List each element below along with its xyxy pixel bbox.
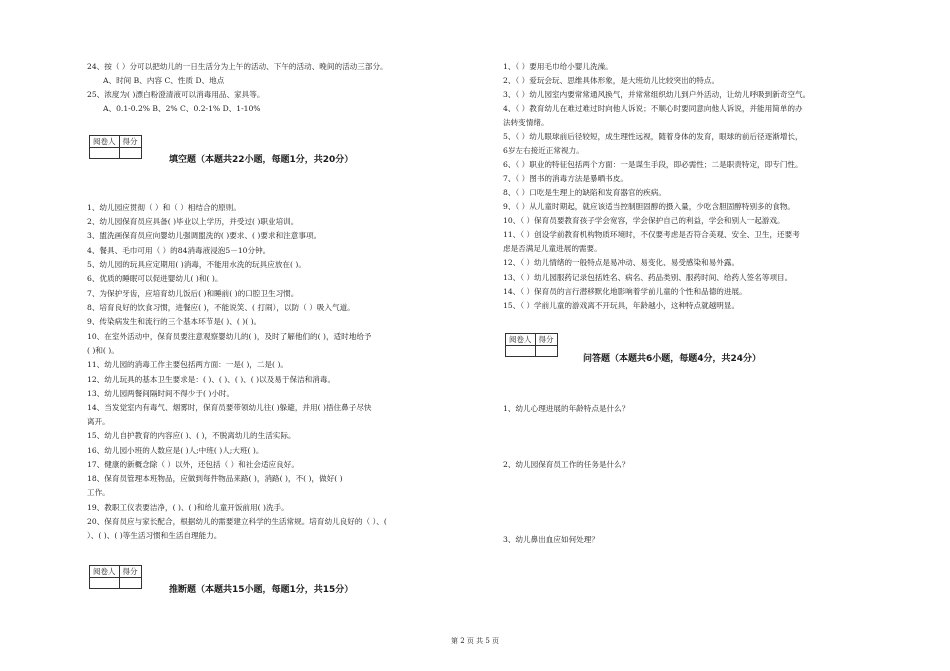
fill-item: 10、在室外活动中，保育员要注意观察婴幼儿的( )，及时了解他们的( )，适时地给予: [87, 332, 372, 341]
qa-item: 3、幼儿鼻出血应如何处理？: [503, 535, 599, 544]
qa-section-title: 问答题（本题共6小题，每题4分，共24分）: [583, 354, 762, 364]
fill-item: 17、健康的新概念除（ ）以外，还包括（ ）和社会适应良好。: [87, 460, 299, 469]
fill-item: 15、幼儿自护教育的内容应( )、( )，不脱离幼儿的生活实际。: [87, 431, 296, 440]
page-footer: 第 2 页 共 5 页: [450, 637, 500, 645]
fill-item: 1、幼儿园应贯彻（ ）和（ ）相结合的原则。: [87, 203, 241, 212]
score-box-score-cell[interactable]: [119, 148, 141, 159]
judge-item: 1、（ ）要用毛巾给小婴儿洗澡。: [503, 62, 613, 71]
judge-item: 15、（ ）学前儿童的游戏离不开玩具，年龄越小，这种特点就越明显。: [503, 301, 740, 310]
fill-item: 5、幼儿园的玩具应定期用( )消毒，不能用水洗的玩具应放在( )。: [87, 260, 306, 269]
question-24-options: A、时间 B、内容 C、性质 D、地点: [103, 76, 225, 85]
score-box-judge: [89, 565, 153, 589]
fill-item: 18、保育员管理本班物品，应做到每件物品来路( )，消路( )，不( )，做好( ): [87, 474, 343, 483]
fill-section-title: 填空题（本题共22小题，每题1分，共20分）: [169, 155, 354, 165]
fill-item: 9、传染病发生和流行的三个基本环节是( )、( )( )。: [87, 317, 262, 326]
score-box-grader-cell[interactable]: [506, 346, 536, 357]
judge-item-continued: 6岁左右接近正常视力。: [503, 146, 584, 155]
score-box-grader-label: 阅卷人: [90, 566, 120, 578]
question-24: 24、按（ ）分可以把幼儿的一日生活分为上午的活动、下午的活动、晚间的活动三部分。: [87, 62, 388, 71]
judge-item: 13、（ ）幼儿园服药记录包括姓名、病名、药品类别、服药时间、给药人签名等项目。: [503, 273, 793, 282]
judge-item: 2、（ ）爱玩会玩、思维具体形象，是大班幼儿比较突出的特点。: [503, 76, 720, 85]
qa-item: 2、幼儿园保育员工作的任务是什么？: [503, 460, 630, 469]
fill-item: 11、幼儿园的消毒工作主要包括两方面：一是( )，二是( )。: [87, 360, 288, 369]
fill-item: 13、幼儿园两餐间隔时间不得少于( )小时。: [87, 389, 235, 398]
fill-item: 12、幼儿玩具的基本卫生要求是：( )、( )、( )、( )以及易于保洁和消毒。: [87, 375, 336, 384]
judge-item: 4、（ ）教育幼儿在难过难过时向他人诉说；不顺心时要同意向他人诉说，并能用简单的办: [503, 104, 803, 113]
fill-item: 19、教职工仪表要洁净，( )、( )和给儿童开饭前用( )洗手。: [87, 503, 289, 512]
fill-item-continued: ( )和( )。: [87, 346, 119, 355]
fill-item-continued: 工作。: [87, 488, 110, 497]
judge-item: 10、（ ）保育员要教育孩子学会宽容，学会保护自己的利益，学会和别人一起游戏。: [503, 216, 785, 225]
score-box-qa: [505, 333, 569, 357]
judge-item: 3、（ ）幼儿园室内要常常通风换气，并常常组织幼儿到户外活动，让幼儿呼吸到新奇空气。: [503, 90, 811, 99]
judge-item: 7、（ ）图书的消毒方法是暴晒书皮。: [503, 174, 628, 183]
judge-item: 5、（ ）幼儿眼球前后径较短，成生理性远视，随着身体的发育，眼球的前后径逐渐增长，: [503, 132, 803, 141]
fill-item-continued: 离开。: [87, 417, 110, 426]
fill-item: 3、盥洗画保育员应向婴幼儿强调盥洗的( )要求、( )要求和注意事项。: [87, 231, 322, 240]
question-25-options: A、0.1-0.2% B、2% C、0.2-1% D、1-10%: [103, 104, 261, 113]
score-box-grader-cell[interactable]: [90, 148, 120, 159]
score-box-grader-label: 阅卷人: [506, 334, 536, 346]
score-box-score-label: 得分: [535, 334, 557, 346]
fill-item: 2、幼儿园保育员应具备( )毕业以上学历，并受过( )职业培训。: [87, 217, 299, 226]
score-box-grader-cell[interactable]: [90, 578, 120, 589]
judge-item: 11、（ ）创设学前教育机构物质环境时，不仅要考虑是否符合美观、安全、卫生，还要考: [503, 230, 800, 239]
score-box-score-label: 得分: [119, 566, 141, 578]
judge-item-continued: 虑是否满足儿童进展的需要。: [503, 244, 602, 253]
fill-item: 4、餐具、毛巾可用（ ）的84消毒液浸泡5－10分钟。: [87, 246, 271, 255]
judge-item: 6、（ ）职业的特征包括两个方面：一是谋生手段，即必需性；二是职责特定，即专门性。: [503, 160, 803, 169]
judge-item: 14、（ ）保育员的言行潜移默化地影响着学前儿童的个性和品德的进展。: [503, 287, 747, 296]
fill-item: 16、幼儿园小班的人数应是( )人;中班( )人;大班( )。: [87, 446, 264, 455]
fill-item: 14、当发觉室内有毒气、烟雾时，保育员要带领幼儿往( )躲避，并用( )捂住鼻子尽快: [87, 403, 372, 412]
qa-item: 1、幼儿心理进展的年龄特点是什么？: [503, 404, 630, 413]
question-25: 25、浓度为( )漂白粉澄清液可以消毒用品、家具等。: [87, 90, 265, 99]
judge-section-title: 推断题（本题共15小题，每题1分，共15分）: [169, 585, 354, 595]
score-box-score-label: 得分: [119, 136, 141, 148]
score-box-grader-label: 阅卷人: [90, 136, 120, 148]
score-box-score-cell[interactable]: [535, 346, 557, 357]
fill-item: 7、为保护牙齿，应培育幼儿饭后( )和睡前( )的口腔卫生习惯。: [87, 289, 299, 298]
score-box-fill: [89, 135, 153, 159]
judge-item: 9、（ ）从儿童时期起，就应该适当控制胆固醇的摄入量，少吃含胆固醇特别多的食物。: [503, 202, 796, 211]
judge-item: 12、（ ）幼儿情绪的一般特点是易冲动、易变化、易受感染和易外露。: [503, 258, 740, 267]
score-box-score-cell[interactable]: [119, 578, 141, 589]
fill-item-continued: ）、( )、( )等生活习惯和生活自理能力。: [87, 531, 222, 540]
fill-item: 6、优质的睡眠可以促进婴幼儿( )和( )。: [87, 274, 223, 283]
judge-item: 8、（ ）口吃是生理上的缺陷和发育器官的疾病。: [503, 188, 666, 197]
fill-item: 20、保育员应与家长配合，根据幼儿的需要建立科学的生活常规。培育幼儿良好的（ ）、(: [87, 517, 387, 526]
fill-item: 8、培育良好的饮食习惯，进餐应( )，不能说笑、( 打闹），以防（ ）吸入气道。: [87, 303, 355, 312]
judge-item-continued: 法转变情绪。: [503, 118, 549, 127]
